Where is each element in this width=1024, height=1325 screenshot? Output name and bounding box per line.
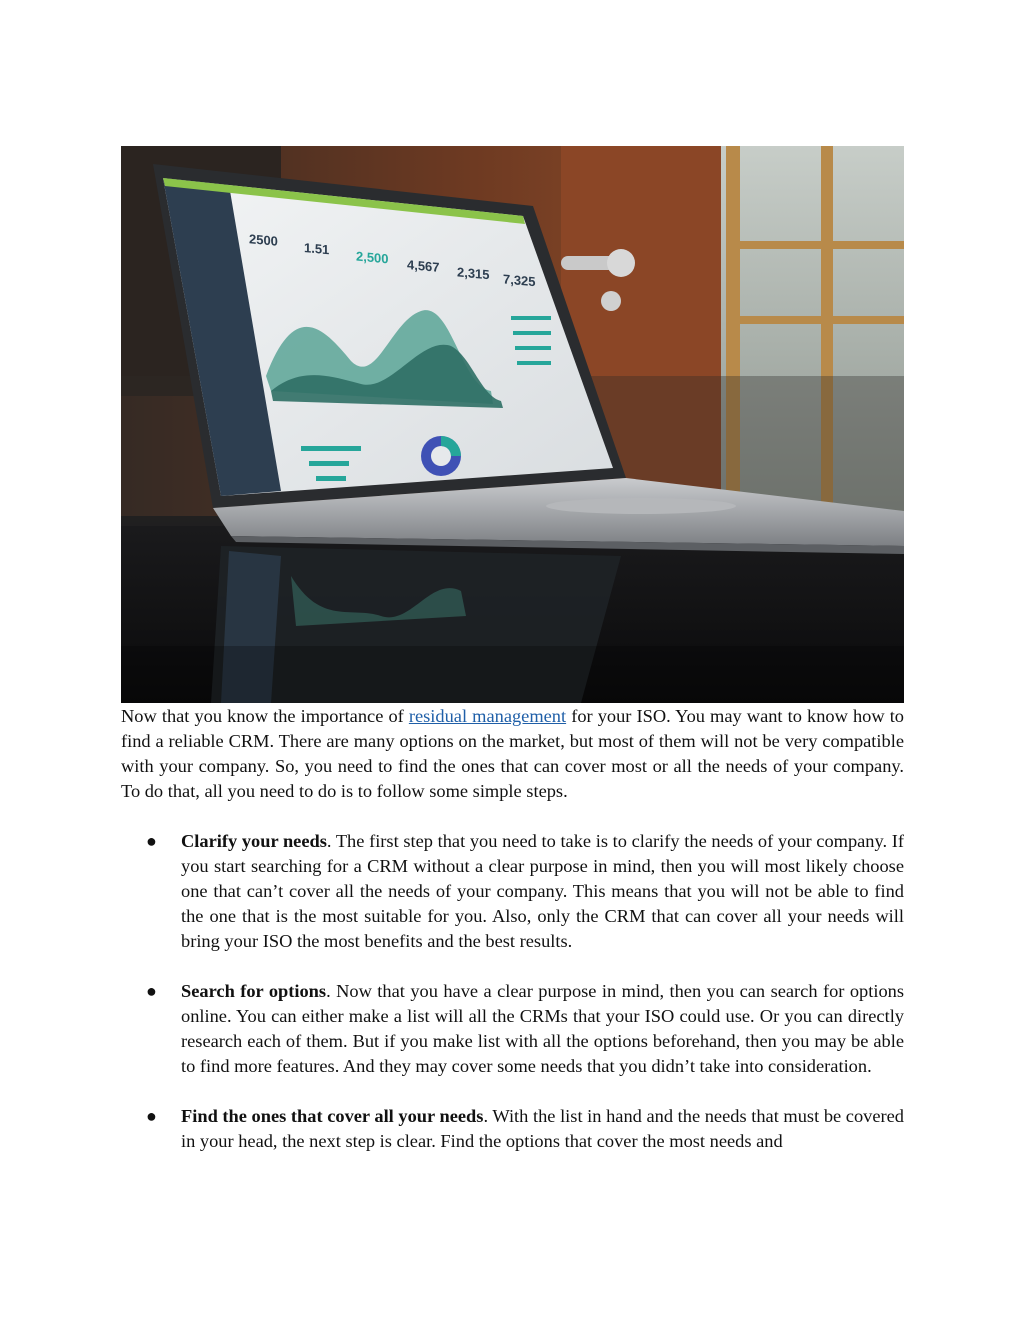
svg-text:1.51: 1.51	[304, 240, 330, 258]
list-item	[121, 979, 904, 1079]
steps-list	[121, 829, 904, 1154]
step-text: . With the list in hand and the needs that must be covered in your head, the next step is clear. Find the options that cover the most needs and	[181, 1106, 904, 1151]
bullet-icon: ●	[146, 831, 157, 851]
svg-text:2500: 2500	[249, 231, 278, 249]
laptop-analytics-photo	[121, 146, 904, 703]
svg-text:7,325: 7,325	[503, 271, 536, 290]
list-item	[121, 829, 904, 954]
svg-text:2,315: 2,315	[457, 264, 490, 283]
bullet-icon: ●	[146, 1106, 157, 1126]
step-text: . The first step that you need to take is to clarify the needs of your company. If you start searching for a CRM without a clear purpose in mind, then you will most likely choose one that can’t cover all the needs of your company. This means that you will not be able to find the one that is the most suitable for you. Also, only the CRM that can cover all your needs will bring your ISO the most benefits and the best results.	[181, 831, 904, 951]
step-title: Find the ones that cover all your needs	[181, 1106, 484, 1126]
list-item	[121, 1104, 904, 1154]
intro-text-before: Now that you know the importance of	[121, 706, 409, 726]
step-text: . Now that you have a clear purpose in mind, then you can search for options online. You can either make a list will all the CRMs that your ISO could use. Or you can directly research each of them. But if you make list with all the options beforehand, then you may be able to find more features. And they may cover some needs that you didn’t take into consideration.	[181, 981, 905, 1076]
bullet-icon: ●	[146, 981, 157, 1001]
step-title: Search for options	[181, 981, 327, 1001]
step-title: Clarify your needs	[181, 831, 327, 851]
intro-paragraph	[121, 704, 904, 804]
intro-text-after: for your ISO. You may want to know how to find a reliable CRM. There are many options on the market, but most of them will not be very compatible with your company. So, you need to find the ones that can cover most or all the needs of your company. To do that, all you need to do is to follow some simple steps.	[121, 706, 905, 801]
svg-text:4,567: 4,567	[407, 257, 440, 275]
article-body	[121, 704, 904, 1179]
svg-text:2,500: 2,500	[356, 248, 389, 267]
residual-management-link[interactable]: residual management	[408, 706, 567, 726]
